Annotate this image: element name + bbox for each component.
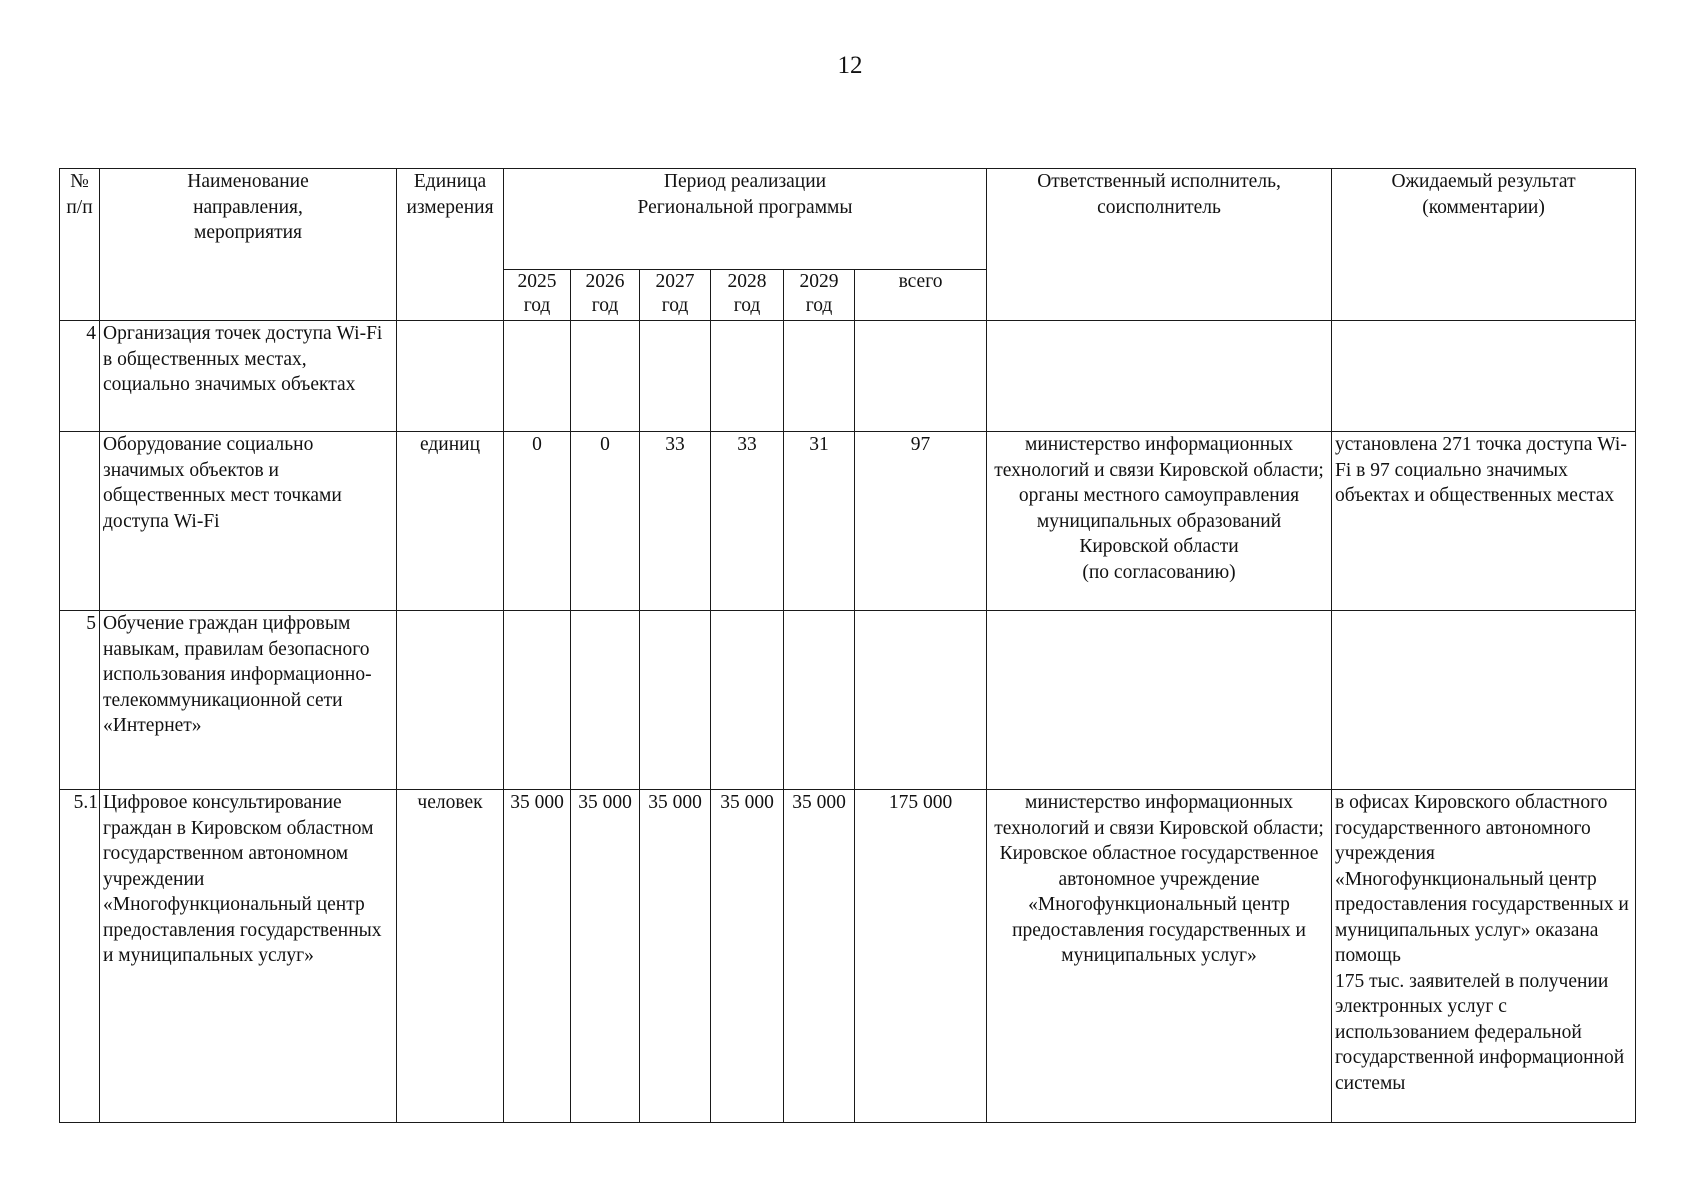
row-value-2028 [711,611,784,790]
header-num: № п/п [60,169,100,321]
row-value-2026 [571,321,640,432]
table-row [60,432,1636,611]
row-value-2027: 35 000 [640,790,711,1123]
row-value-2025: 35 000 [504,790,571,1123]
header-year-2027: 2027 год [640,270,711,321]
header-total: всего [855,270,987,321]
row-value-2026: 35 000 [571,790,640,1123]
row-unit: человек [397,790,504,1123]
row-value-2027: 33 [640,432,711,611]
row-value-2026: 0 [571,432,640,611]
row-unit [397,321,504,432]
row-value-2029: 35 000 [784,790,855,1123]
table-row [60,611,1636,790]
row-responsible [987,611,1332,790]
row-num: 4 [60,321,100,432]
row-value-2027 [640,611,711,790]
row-value-total [855,321,987,432]
header-name: Наименование направления, мероприятия [100,169,397,321]
row-name: Организация точек доступа Wi-Fi в общественных местах, социально значимых объектах [100,321,397,432]
row-responsible [987,321,1332,432]
header-responsible: Ответственный исполнитель, соисполнитель [987,169,1332,321]
row-unit: единиц [397,432,504,611]
row-num: 5 [60,611,100,790]
row-value-2029 [784,321,855,432]
row-value-total: 175 000 [855,790,987,1123]
header-result: Ожидаемый результат (комментарии) [1332,169,1636,321]
row-value-2028: 33 [711,432,784,611]
row-responsible: министерство информационных технологий и связи Кировской области; Кировское областное государственное автономное учреждение «Многофункциональный центр предоставления государственных и муниципальных услуг» [987,790,1332,1123]
header-year-2026: 2026 год [571,270,640,321]
row-unit [397,611,504,790]
row-name: Оборудование социально значимых объектов и общественных мест точками доступа Wi-Fi [100,432,397,611]
header-row [60,169,1636,270]
program-table [59,168,1636,1123]
row-value-2026 [571,611,640,790]
row-value-2029 [784,611,855,790]
row-value-2025 [504,321,571,432]
header-period: Период реализации Региональной программы [504,169,987,270]
table-row [60,790,1636,1123]
row-value-2028 [711,321,784,432]
row-result [1332,321,1636,432]
row-value-2025: 0 [504,432,571,611]
row-value-total: 97 [855,432,987,611]
header-unit: Единица измерения [397,169,504,321]
row-value-2025 [504,611,571,790]
row-value-2027 [640,321,711,432]
row-value-total [855,611,987,790]
table-row [60,321,1636,432]
row-num: 5.1 [60,790,100,1123]
header-year-2029: 2029 год [784,270,855,321]
row-responsible: министерство информационных технологий и связи Кировской области; органы местного самоуправления муниципальных образований Кировской области (по согласованию) [987,432,1332,611]
header-year-2028: 2028 год [711,270,784,321]
page-number: 12 [837,52,863,79]
row-num [60,432,100,611]
row-name: Цифровое консультирование граждан в Кировском областном государственном автономном учреждении «Многофункциональный центр предоставления государственных и муниципальных услуг» [100,790,397,1123]
row-value-2028: 35 000 [711,790,784,1123]
row-value-2029: 31 [784,432,855,611]
header-year-2025: 2025 год [504,270,571,321]
row-name: Обучение граждан цифровым навыкам, правилам безопасного использования информационно-телекоммуникационной сети «Интернет» [100,611,397,790]
row-result: установлена 271 точка доступа Wi-Fi в 97 социально значимых объектах и общественных местах [1332,432,1636,611]
row-result: в офисах Кировского областного государственного автономного учреждения «Многофункциональный центр предоставления государственных и муниципальных услуг» оказана помощь 175 тыс. заявителей в получении электронных услуг с использованием федеральной государственной информационной системы [1332,790,1636,1123]
row-result [1332,611,1636,790]
